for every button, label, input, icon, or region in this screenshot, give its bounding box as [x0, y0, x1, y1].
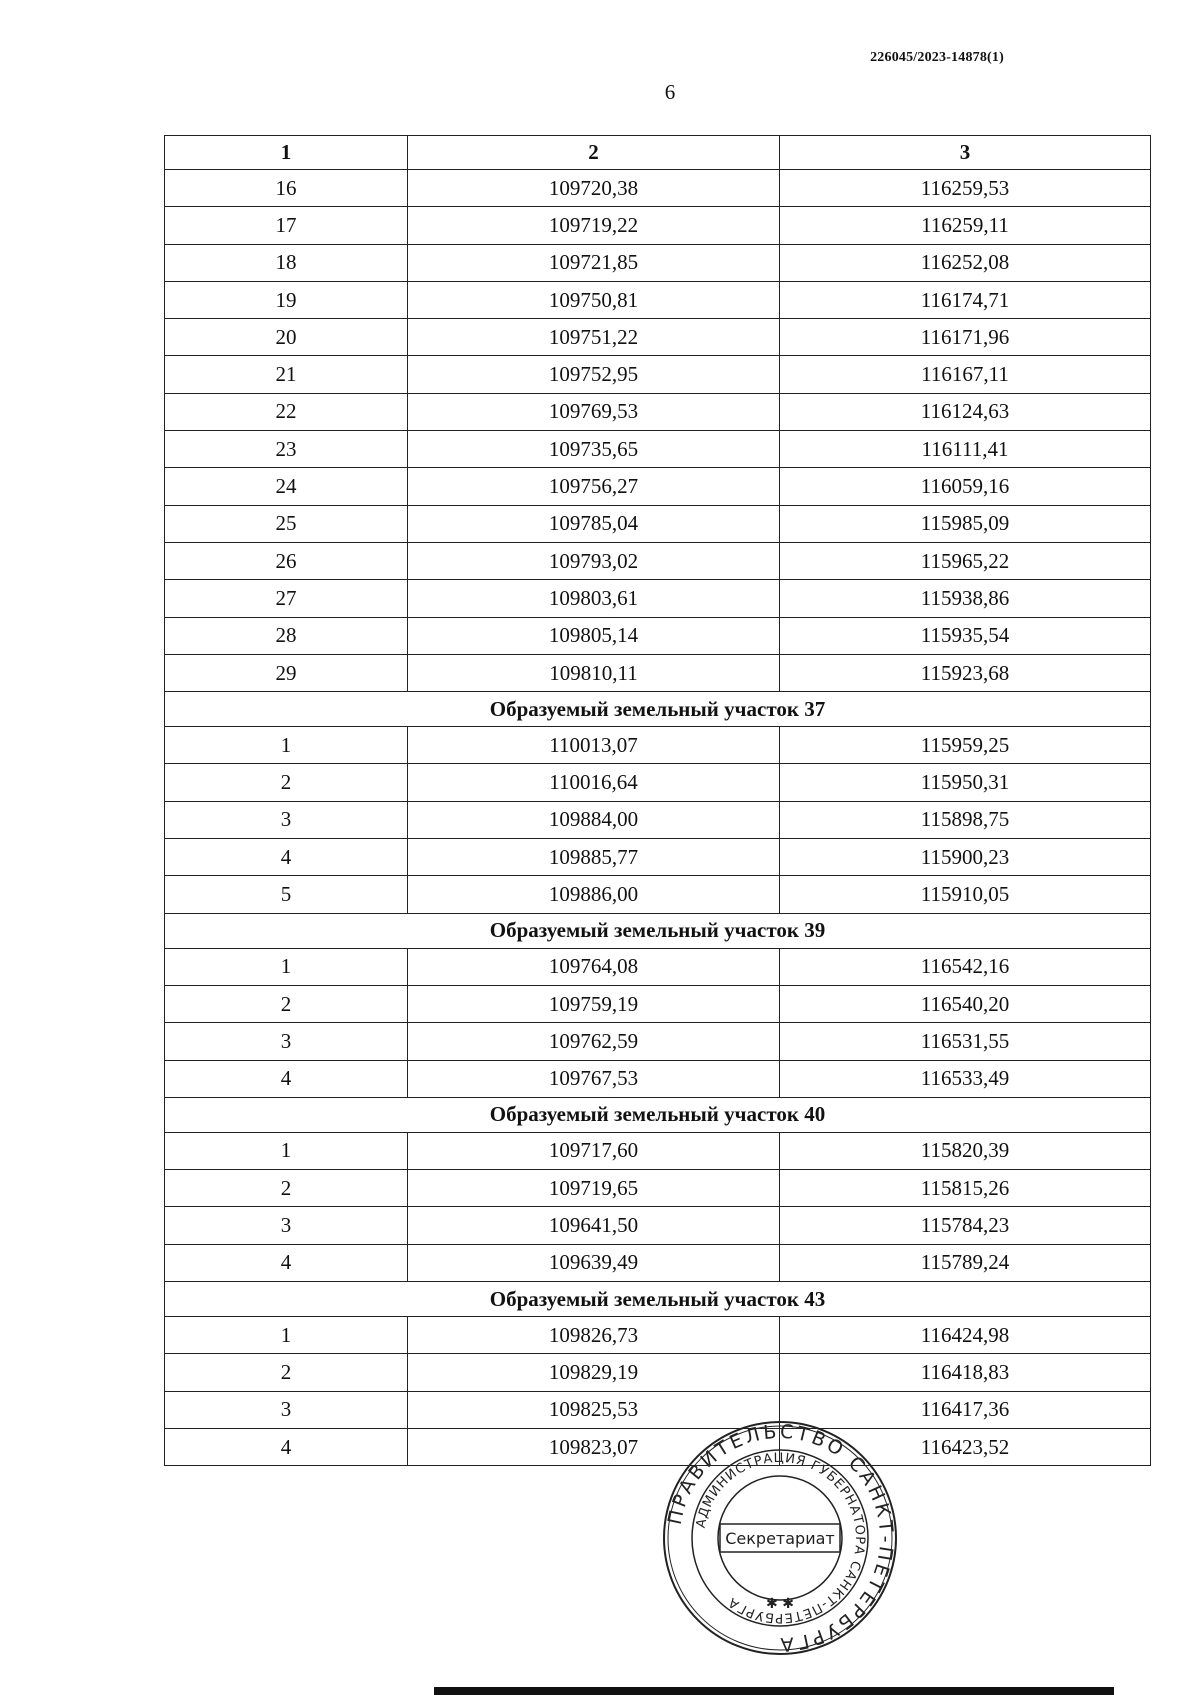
y-coordinate-cell: 115935,54 — [780, 617, 1151, 654]
table-row — [165, 281, 1151, 318]
table-row — [165, 727, 1151, 764]
point-number-cell: 26 — [165, 542, 408, 579]
table-row — [165, 876, 1151, 913]
table-row — [165, 542, 1151, 579]
point-number-cell: 22 — [165, 393, 408, 430]
table-row — [165, 1132, 1151, 1169]
y-coordinate-cell: 115784,23 — [780, 1207, 1151, 1244]
point-number-cell: 2 — [165, 985, 408, 1022]
x-coordinate-cell: 109785,04 — [408, 505, 780, 542]
point-number-cell: 16 — [165, 170, 408, 207]
point-number-cell: 4 — [165, 1428, 408, 1465]
y-coordinate-cell: 116259,11 — [780, 207, 1151, 244]
table-row — [165, 617, 1151, 654]
point-number-cell: 2 — [165, 1354, 408, 1391]
y-coordinate-cell: 115938,86 — [780, 580, 1151, 617]
stamp-inner-text: АДМИНИСТРАЦИЯ ГУБЕРНАТОРА САНКТ-ПЕТЕРБУРГА — [693, 1450, 868, 1626]
point-number-cell: 3 — [165, 1207, 408, 1244]
section-title: Образуемый земельный участок 37 — [165, 692, 1151, 727]
y-coordinate-cell: 116111,41 — [780, 431, 1151, 468]
x-coordinate-cell: 109721,85 — [408, 244, 780, 281]
section-header-row — [165, 913, 1151, 948]
stamp-outer-text: ПРАВИТЕЛЬСТВО САНКТ-ПЕТЕРБУРГА — [663, 1420, 898, 1656]
point-number-cell: 4 — [165, 1060, 408, 1097]
x-coordinate-cell: 109720,38 — [408, 170, 780, 207]
x-coordinate-cell: 109826,73 — [408, 1317, 780, 1354]
point-number-cell: 25 — [165, 505, 408, 542]
y-coordinate-cell: 116542,16 — [780, 948, 1151, 985]
x-coordinate-cell: 109884,00 — [408, 801, 780, 838]
table-row — [165, 948, 1151, 985]
table-row — [165, 1391, 1151, 1428]
point-number-cell: 1 — [165, 1132, 408, 1169]
point-number-cell: 3 — [165, 1391, 408, 1428]
table-row — [165, 1060, 1151, 1097]
y-coordinate-cell: 116059,16 — [780, 468, 1151, 505]
y-coordinate-cell: 116174,71 — [780, 281, 1151, 318]
point-number-cell: 17 — [165, 207, 408, 244]
point-number-cell: 27 — [165, 580, 408, 617]
y-coordinate-cell: 116424,98 — [780, 1317, 1151, 1354]
x-coordinate-cell: 109803,61 — [408, 580, 780, 617]
section-header-row — [165, 1097, 1151, 1132]
point-number-cell: 4 — [165, 839, 408, 876]
y-coordinate-cell: 115815,26 — [780, 1170, 1151, 1207]
stamp-center-text: Секретариат — [725, 1529, 835, 1548]
x-coordinate-cell: 109825,53 — [408, 1391, 780, 1428]
point-number-cell: 1 — [165, 1317, 408, 1354]
official-seal-stamp — [660, 1418, 900, 1658]
x-coordinate-cell: 109756,27 — [408, 468, 780, 505]
table-row — [165, 1207, 1151, 1244]
point-number-cell: 29 — [165, 654, 408, 691]
x-coordinate-cell: 109810,11 — [408, 654, 780, 691]
x-coordinate-cell: 110013,07 — [408, 727, 780, 764]
table-row — [165, 505, 1151, 542]
y-coordinate-cell: 116167,11 — [780, 356, 1151, 393]
y-coordinate-cell: 115950,31 — [780, 764, 1151, 801]
y-coordinate-cell: 116423,52 — [780, 1428, 1151, 1465]
x-coordinate-cell: 109751,22 — [408, 319, 780, 356]
x-coordinate-cell: 109639,49 — [408, 1244, 780, 1281]
point-number-cell: 3 — [165, 1023, 408, 1060]
table-row — [165, 393, 1151, 430]
bottom-scan-bar — [434, 1687, 1114, 1695]
table-row — [165, 1244, 1151, 1281]
point-number-cell: 2 — [165, 764, 408, 801]
y-coordinate-cell: 115965,22 — [780, 542, 1151, 579]
y-coordinate-cell: 116540,20 — [780, 985, 1151, 1022]
table-row — [165, 839, 1151, 876]
point-number-cell: 5 — [165, 876, 408, 913]
point-number-cell: 20 — [165, 319, 408, 356]
section-header-row — [165, 1282, 1151, 1317]
point-number-cell: 24 — [165, 468, 408, 505]
x-coordinate-cell: 109735,65 — [408, 431, 780, 468]
point-number-cell: 19 — [165, 281, 408, 318]
column-header: 2 — [408, 136, 780, 170]
section-title: Образуемый земельный участок 43 — [165, 1282, 1151, 1317]
y-coordinate-cell: 116533,49 — [780, 1060, 1151, 1097]
y-coordinate-cell: 116259,53 — [780, 170, 1151, 207]
x-coordinate-cell: 109719,22 — [408, 207, 780, 244]
table-row — [165, 356, 1151, 393]
table-row — [165, 170, 1151, 207]
x-coordinate-cell: 109767,53 — [408, 1060, 780, 1097]
x-coordinate-cell: 109717,60 — [408, 1132, 780, 1169]
y-coordinate-cell: 115923,68 — [780, 654, 1151, 691]
x-coordinate-cell: 109805,14 — [408, 617, 780, 654]
x-coordinate-cell: 109719,65 — [408, 1170, 780, 1207]
table-row — [165, 654, 1151, 691]
point-number-cell: 4 — [165, 1244, 408, 1281]
page-number: 6 — [664, 80, 676, 104]
coordinates-table — [164, 135, 1151, 1466]
table-row — [165, 468, 1151, 505]
x-coordinate-cell: 109886,00 — [408, 876, 780, 913]
table-row — [165, 1170, 1151, 1207]
y-coordinate-cell: 115900,23 — [780, 839, 1151, 876]
x-coordinate-cell: 109769,53 — [408, 393, 780, 430]
table-row — [165, 801, 1151, 838]
point-number-cell: 3 — [165, 801, 408, 838]
point-number-cell: 21 — [165, 356, 408, 393]
x-coordinate-cell: 110016,64 — [408, 764, 780, 801]
x-coordinate-cell: 109885,77 — [408, 839, 780, 876]
table-row — [165, 1317, 1151, 1354]
column-header: 1 — [165, 136, 408, 170]
table-row — [165, 207, 1151, 244]
table-row — [165, 431, 1151, 468]
point-number-cell: 23 — [165, 431, 408, 468]
point-number-cell: 28 — [165, 617, 408, 654]
section-title: Образуемый земельный участок 39 — [165, 913, 1151, 948]
table-body — [165, 170, 1151, 1466]
point-number-cell: 1 — [165, 727, 408, 764]
table-header-row — [165, 136, 1151, 170]
x-coordinate-cell: 109759,19 — [408, 985, 780, 1022]
y-coordinate-cell: 115959,25 — [780, 727, 1151, 764]
x-coordinate-cell: 109829,19 — [408, 1354, 780, 1391]
table-row — [165, 319, 1151, 356]
table-row — [165, 764, 1151, 801]
section-header-row — [165, 692, 1151, 727]
point-number-cell: 1 — [165, 948, 408, 985]
x-coordinate-cell: 109752,95 — [408, 356, 780, 393]
column-header: 3 — [780, 136, 1151, 170]
section-title: Образуемый земельный участок 40 — [165, 1097, 1151, 1132]
stamp-star-icon: ✱ ✱ — [766, 1596, 794, 1612]
x-coordinate-cell: 109641,50 — [408, 1207, 780, 1244]
x-coordinate-cell: 109793,02 — [408, 542, 780, 579]
y-coordinate-cell: 116417,36 — [780, 1391, 1151, 1428]
y-coordinate-cell: 116171,96 — [780, 319, 1151, 356]
table-row — [165, 985, 1151, 1022]
y-coordinate-cell: 115898,75 — [780, 801, 1151, 838]
document-registration-number: 226045/2023-14878(1) — [870, 50, 1004, 65]
y-coordinate-cell: 116531,55 — [780, 1023, 1151, 1060]
x-coordinate-cell: 109762,59 — [408, 1023, 780, 1060]
x-coordinate-cell: 109823,07 — [408, 1428, 780, 1465]
table-row — [165, 1354, 1151, 1391]
table-row — [165, 244, 1151, 281]
x-coordinate-cell: 109764,08 — [408, 948, 780, 985]
x-coordinate-cell: 109750,81 — [408, 281, 780, 318]
y-coordinate-cell: 116418,83 — [780, 1354, 1151, 1391]
y-coordinate-cell: 115985,09 — [780, 505, 1151, 542]
y-coordinate-cell: 115910,05 — [780, 876, 1151, 913]
y-coordinate-cell: 115820,39 — [780, 1132, 1151, 1169]
table-row — [165, 1428, 1151, 1465]
y-coordinate-cell: 116124,63 — [780, 393, 1151, 430]
y-coordinate-cell: 116252,08 — [780, 244, 1151, 281]
table-row — [165, 1023, 1151, 1060]
point-number-cell: 2 — [165, 1170, 408, 1207]
table-row — [165, 580, 1151, 617]
y-coordinate-cell: 115789,24 — [780, 1244, 1151, 1281]
point-number-cell: 18 — [165, 244, 408, 281]
